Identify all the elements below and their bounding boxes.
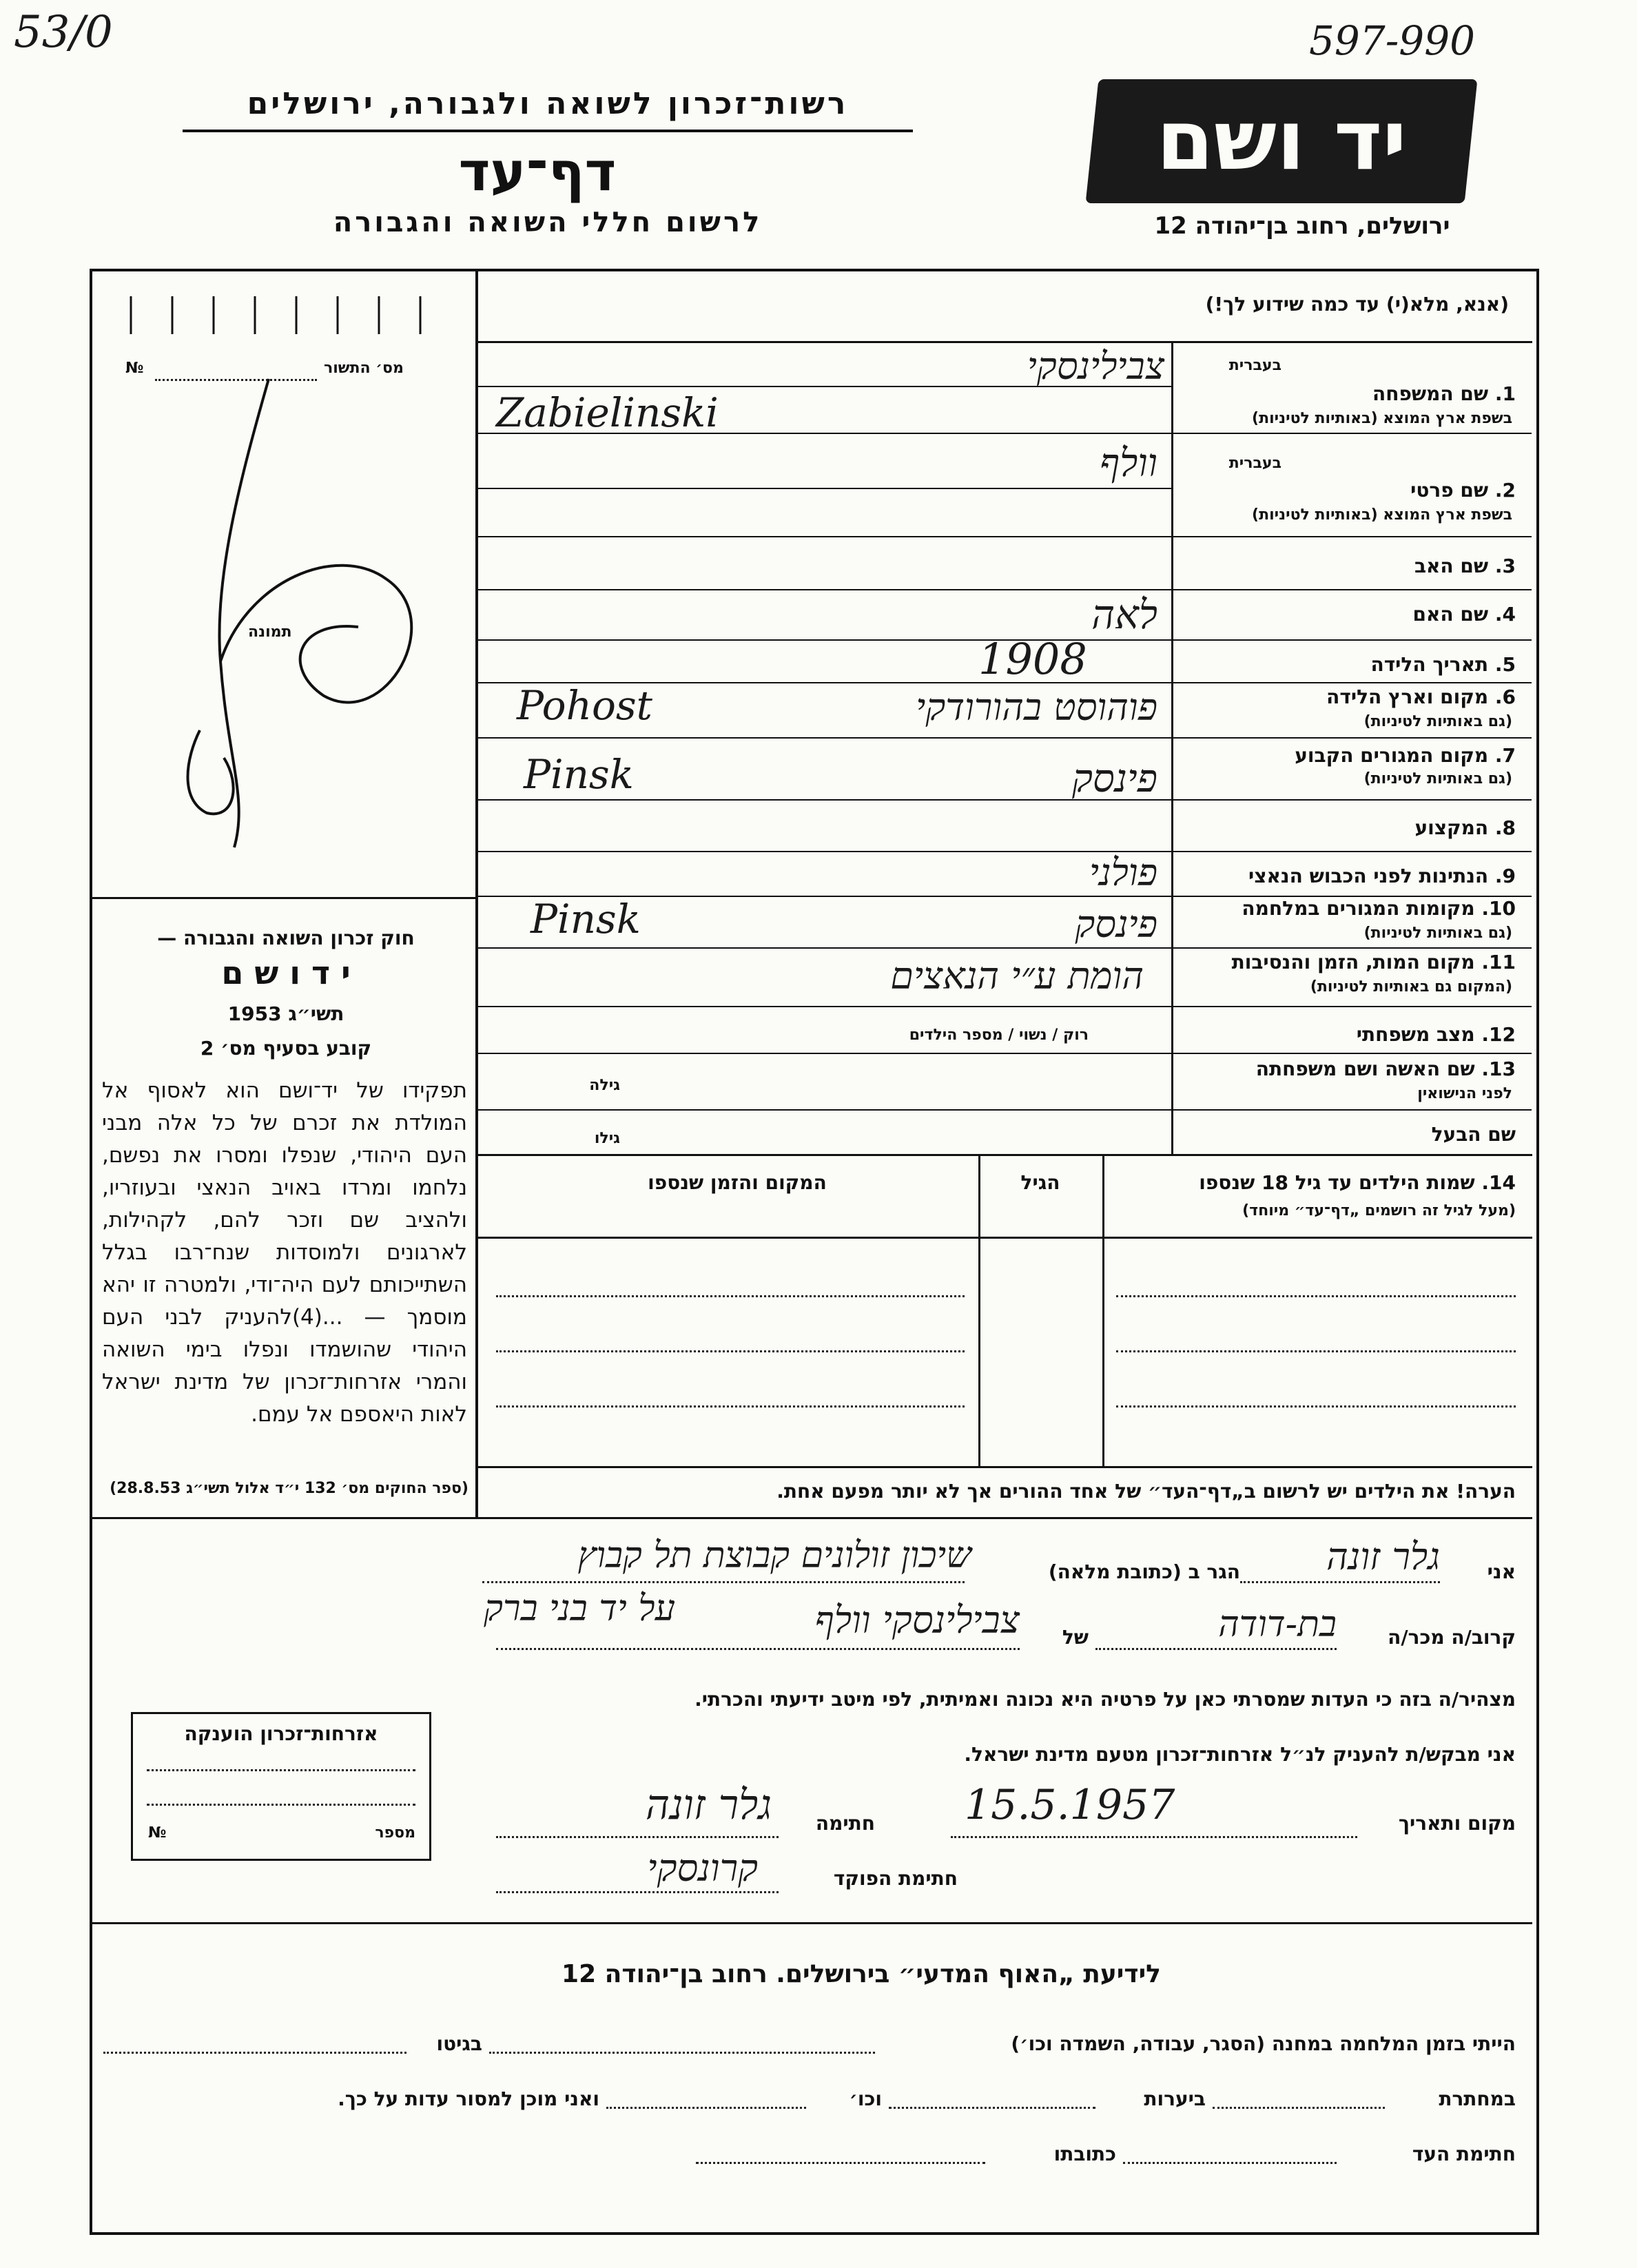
signature-value: גלר זונה (645, 1781, 772, 1829)
f13-label: 13. שם האשה ושם משפחתה (1255, 1058, 1516, 1080)
f10-value-heb: פינסק (1075, 903, 1157, 946)
form-title: דף־עד (458, 141, 617, 203)
f7-value-heb: פינסק (1071, 756, 1157, 801)
place-date-label: מקום ותאריך (1398, 1812, 1516, 1835)
f9-value: פולני (1089, 851, 1157, 894)
address: ירושלים, רחוב בן־יהודה 12 (1154, 212, 1450, 240)
footer-forests: ביערות (1144, 2087, 1206, 2110)
file-no-symbol: № (125, 360, 144, 377)
f5-value: 1908 (978, 634, 1087, 684)
age-header: הגיל (1020, 1171, 1060, 1194)
file-no-label: מס׳ התשור (324, 360, 404, 377)
f8-label: 8. המקצוע (1414, 816, 1516, 839)
law-year: תשי״ג 1953 (227, 1002, 344, 1025)
relation-value: בת-דודה (1218, 1604, 1337, 1645)
f3-label: 3. שם האב (1414, 555, 1516, 577)
corner-note-right: 597-990 (1309, 17, 1476, 64)
f9-label: 9. הנתינות לפני הכבוש הנאצי (1248, 865, 1516, 887)
f2-sub: בשפת ארץ המוצא (באותיות לטיניות) (1252, 506, 1512, 524)
form-subtitle: לרשום חללי השואה והגבורה (333, 207, 763, 238)
declaration-text: מצהיר/ה בזה כי העדות שמסרתי כאן על פרטיה היא נכונה ואמיתית, לפי מיטב ידיעתי והכרתי. (694, 1688, 1516, 1711)
of-value: צבילינסקי וולף (814, 1598, 1020, 1642)
f1-heb-tag: בעברית (1228, 357, 1281, 374)
f6-sub: (גם באותיות לטיניות) (1363, 713, 1512, 730)
footer-willing: ואני מוכן למסור עדות על כך. (338, 2087, 599, 2110)
f6-label: 6. מקום וארץ הלידה (1326, 685, 1516, 708)
f1-sub: בשפת ארץ המוצא (באותיות לטיניות) (1252, 410, 1512, 427)
law-title: חוק זכרון השואה והגבורה — (157, 927, 415, 949)
f6-value-lat: Pohost (517, 682, 652, 729)
children-note: הערה! את הילדים יש לרשום ב„דף־העד״ של אחד ההורים אך לא יותר מפעם אחת. (776, 1480, 1516, 1503)
address-value: שיכון זולונים קבוצת תל קבוץ (577, 1535, 971, 1576)
children-label: 14. שמות הילדים עד גיל 18 שנספו (1199, 1171, 1516, 1194)
f10-value-lat: Pinsk (531, 896, 641, 942)
f11-value: הומת ע״י הנאצים (890, 954, 1144, 998)
f10-label: 10. מקומות המגורים במלחמה (1242, 897, 1516, 920)
footer-camp-text: הייתי בזמן המלחמה במחנה (הסגר, עבודה, השמדה וכו׳) (1011, 2032, 1516, 2055)
citizenship-no-symbol: № (148, 1824, 167, 1842)
citizenship-box (131, 1712, 431, 1861)
place-date-value: 15.5.1957 (965, 1781, 1175, 1829)
f7-sub: (גם באותיות לטיניות) (1363, 770, 1512, 787)
form-intro: (אנא, מלא(י) עד כמה שידוע לך!) (1205, 293, 1509, 316)
f7-label: 7. מקום המגורים הקבוע (1295, 744, 1516, 767)
address-value-2: על יד בני ברק (484, 1588, 675, 1629)
declarant-name: גלר זונה (1326, 1535, 1440, 1578)
f2-heb-tag: בעברית (1228, 455, 1281, 472)
citizenship-request: אני מבקש/ת להעניק לנ״ל אזרחות־זכרון מטעם מדינת ישראל. (964, 1743, 1516, 1766)
f4-label: 4. שם האם (1412, 603, 1516, 626)
children-sub: (מעל לגיל זה רושמים „דף־עד״ מיוחד) (1242, 1202, 1516, 1219)
husband-label: שם הבעל (1431, 1123, 1516, 1146)
of-label: של (1062, 1626, 1089, 1649)
law-section: קובע בסעיף מס׳ 2 (200, 1037, 372, 1060)
f13-value: גילה (589, 1077, 620, 1094)
f7-value-lat: Pinsk (524, 751, 634, 798)
file-ticks (124, 296, 427, 338)
law-logo: י ד ו ש ם (221, 954, 351, 991)
footer-address: כתובתו (1053, 2143, 1116, 2165)
photo-signature-scribble (158, 372, 475, 868)
f11-sub: (המקום גם באותיות לטיניות) (1310, 978, 1512, 996)
law-ref: (ספר החוקים מס׳ 132 י״ד אלול תשי״ג 28.8.53) (110, 1480, 469, 1497)
f13-sub: לפני הנישואין (1417, 1085, 1512, 1102)
f5-label: 5. תאריך הלידה (1370, 653, 1516, 676)
footer-witness-sig: חתימת העד (1412, 2143, 1516, 2165)
f1-value-lat: Zabielinski (496, 389, 719, 436)
f2-value-heb: וולף (1100, 441, 1157, 486)
footer-ghetto: בגיטו (436, 2032, 482, 2055)
law-body: תפקידו של יד־ושם הוא לאסוף אל המולדת את זכרם של כל אלה מבני העם היהודי, שנפלו ומסרו את נפשם, נלחמו ומרדו באויב הנאצי ובעוזריו, ולהציב שם וזכר להם, לקהילות, לארגונים ולמוסדות שנח־רבו בגלל השתייכותם לעם היה־ודי, ולמטרה זו יהא מוסמך — ...(4)להעניק לבני העם היהודי שהושמדו ונפלו בימי השואה והמרי אזרחות־זכרון של מדינת ישראל לאות היאספם אל עמם. (102, 1078, 467, 1427)
signature-label: חתימה (815, 1812, 875, 1835)
f4-value: לאה (1091, 591, 1157, 638)
corner-note-left: 53/0 (14, 7, 113, 58)
citizenship-title: אזרחות־זכרון הוענקה (184, 1722, 378, 1745)
f2-label: 2. שם פרטי (1410, 479, 1516, 502)
footer-title: לידיעת „האוף המדעי״ בירושלים. רחוב בן־יהודה 12 (562, 1960, 1161, 1988)
place-time-header: המקום והזמן שנספו (648, 1171, 827, 1194)
f12-label: 12. מצב משפחתי (1356, 1023, 1516, 1046)
footer-etc: וכו׳ (849, 2087, 882, 2110)
declarant-i-label: אני (1487, 1560, 1516, 1583)
f1-value-heb: צבילינסקי (1027, 344, 1164, 388)
f10-sub: (גם באותיות לטיניות) (1363, 925, 1512, 942)
citizenship-no-label: מספר (375, 1824, 415, 1842)
authority-name: רשות־זכרון לשואה ולגבורה, ירושלים (247, 86, 849, 121)
husband-value: גילו (594, 1130, 620, 1147)
f6-value-heb: פוהוסט בהורודקי (916, 685, 1157, 729)
officer-signature: קרונסקי (647, 1846, 758, 1890)
yad-vashem-logo: יד ושם (1086, 79, 1478, 203)
f1-label: 1. שם המשפחה (1372, 382, 1516, 405)
f11-label: 11. מקום המות, הזמן והנסיבות (1231, 951, 1516, 973)
footer-underground: במחתרת (1439, 2087, 1516, 2110)
address-label: הגר ב (כתובת מלאה) (1048, 1560, 1240, 1583)
officer-label: חתימת הפוקד (833, 1867, 958, 1890)
relation-label: קרוב/ה מכר/ה (1388, 1626, 1516, 1649)
photo-label: תמונה (248, 623, 292, 641)
f12-value: רוק / נשוי / מספר הילדים (909, 1027, 1089, 1044)
